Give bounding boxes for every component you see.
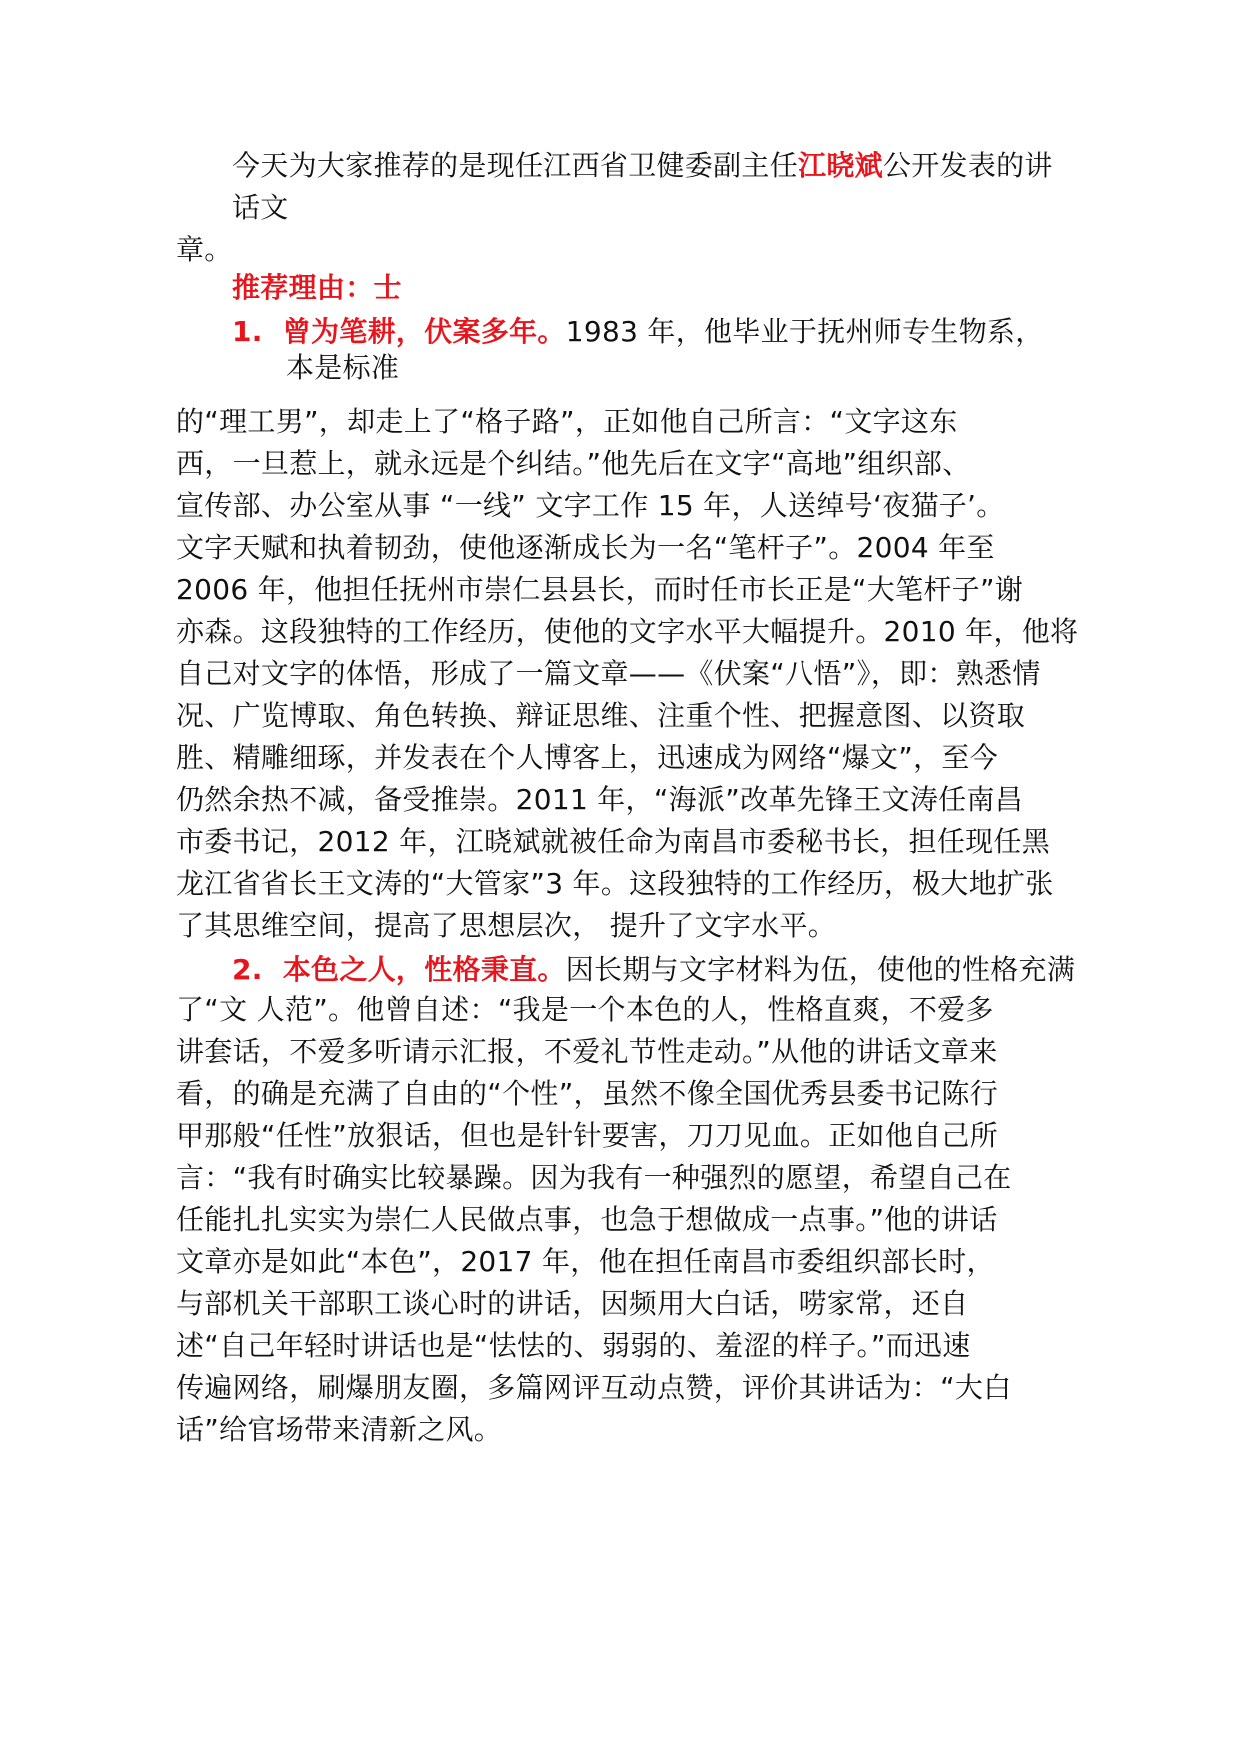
section1-line: 文字天赋和执着韧劲，使他逐渐成长为一名“笔杆子”。2004 年至 [176,531,995,564]
section2-line: 话”给官场带来清新之风。 [176,1413,503,1446]
section2-number: 2. [232,953,263,986]
intro-text-before: 今天为大家推荐的是现任江西省卫健委副主任 [232,149,799,182]
section1-line: 宣传部、办公室从事 “一线” 文字工作 15 年，人送绰号‘夜猫子’。 [176,489,1005,522]
section2-line: 述“自己年轻时讲话也是“怯怯的、弱弱的、羞涩的样子。”而迅速 [176,1329,971,1362]
section1-number: 1. [232,315,263,348]
section2-title: 本色之人，性格秉直。 [282,953,566,986]
section1-line: 市委书记，2012 年，江晓斌就被任命为南昌市委秘书长，担任现任黑 [176,825,1051,858]
section1-line: 况、广览博取、角色转换、辩证思维、注重个性、把握意图、以资取 [176,699,1026,732]
intro-line-2: 话文 [232,191,289,224]
section2-line: 甲那般“任性”放狠话，但也是针针要害，刀刀见血。正如他自己所 [176,1119,999,1152]
section1-line: 的“理工男”，却走上了“格子路”，正如他自己所言：“文字这东 [176,405,958,438]
section1-line: 西，一旦惹上，就永远是个纠结。”他先后在文字“高地”组织部、 [176,447,971,480]
section2-line: 传遍网络，刷爆朋友圈，多篇网评互动点赞，评价其讲话为：“大白 [176,1371,1012,1404]
section2-line: 与部机关干部职工谈心时的讲话，因频用大白话，唠家常，还自 [176,1287,969,1320]
section1-title: 曾为笔耕，伏案多年。 [282,315,566,348]
intro-text-after: 公开发表的讲 [882,149,1053,182]
section1-line: 本是标准 [286,351,400,384]
section1-line: 2006 年，他担任抚州市崇仁县县长，而时任市长正是“大笔杆子”谢 [176,573,1024,606]
section1-line: 了其思维空间，提高了思想层次， 提升了文字水平。 [176,909,837,942]
section2-line: 看，的确是充满了自由的“个性”，虽然不像全国优秀县委书记陈行 [176,1077,999,1110]
section1-first-line [0,314,1240,350]
intro-line-1 [0,148,1240,184]
section1-line: 1983 年，他毕业于抚州师专生物系， [565,315,1044,348]
section1-line: 仍然余热不减，备受推崇。2011 年，“海派”改革先锋王文涛任南昌 [176,783,1024,816]
section1-line: 龙江省省长王文涛的“大管家”3 年。这段独特的工作经历，极大地扩张 [176,867,1054,900]
intro-line-3: 章。 [176,233,233,266]
person-name: 江晓斌 [798,149,883,182]
section1-line: 亦森。这段独特的工作经历，使他的文字水平大幅提升。2010 年，他将 [176,615,1079,648]
reason-heading: 推荐理由：士 [232,271,402,304]
section2-line: 了“文 人范”。他曾自述：“我是一个本色的人，性格直爽，不爱多 [176,993,994,1026]
section2-line: 讲套话，不爱多听请示汇报，不爱礼节性走动。”从他的讲话文章来 [176,1035,998,1068]
section2-first-line [0,952,1240,988]
section2-line: 文章亦是如此“本色”，2017 年，他在担任南昌市委组织部长时， [176,1245,995,1278]
section2-line: 言：“我有时确实比较暴躁。因为我有一种强烈的愿望，希望自己在 [176,1161,1012,1194]
section1-line: 自己对文字的体悟，形成了一篇文章——《伏案“八悟”》，即：熟悉情 [176,657,1041,690]
section2-line: 任能扎扎实实为崇仁人民做点事，也急于想做成一点事。”他的讲话 [176,1203,998,1236]
section1-line: 胜、精雕细琢，并发表在个人博客上，迅速成为网络“爆文”，至今 [176,741,999,774]
section2-line: 因长期与文字材料为伍，使他的性格充满 [565,953,1076,986]
